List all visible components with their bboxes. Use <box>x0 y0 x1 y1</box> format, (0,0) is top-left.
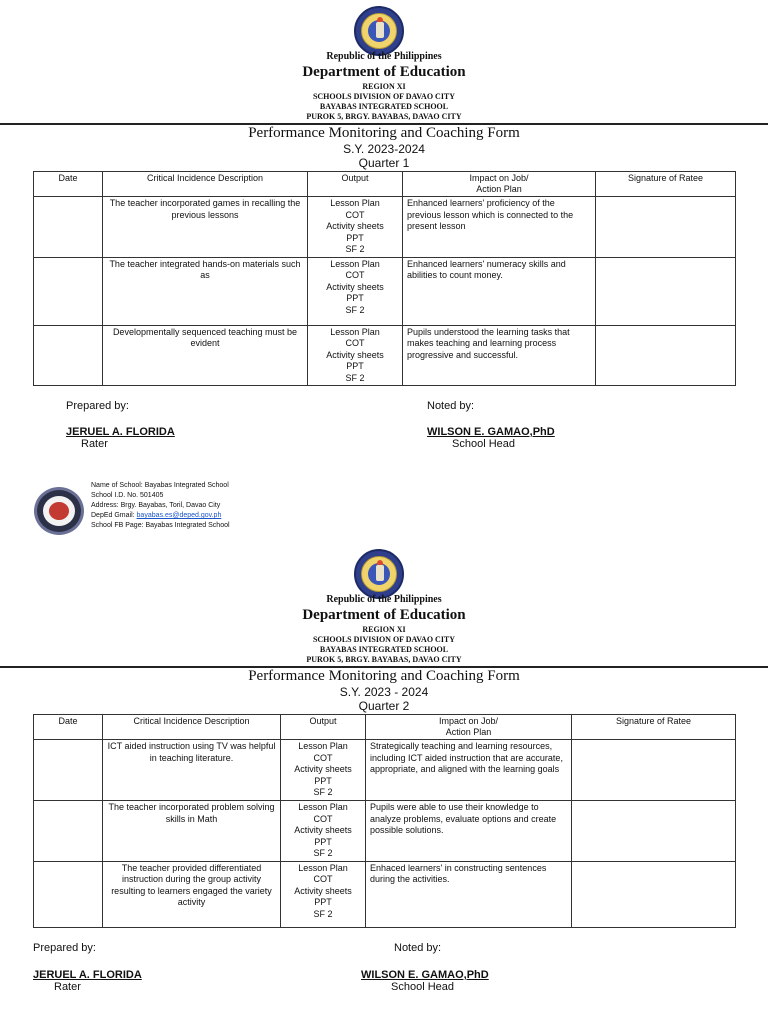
impact-cell: Enhaced learners' in constructing sentences during the activities. <box>366 861 572 927</box>
prepared-by-label: Prepared by: <box>66 400 129 412</box>
rater-name: JERUEL A. FLORIDA <box>33 969 142 981</box>
table-header-row <box>34 172 736 197</box>
prepared-by-label: Prepared by: <box>33 942 96 954</box>
address-heading: PUROK 5, BRGY. BAYABAS, DAVAO CITY <box>306 655 462 664</box>
school-year: S.Y. 2023-2024 <box>343 142 425 156</box>
description-cell: The teacher provided differentiated instruction during the group activity resulting to learners engaged the variety activity <box>103 861 281 927</box>
rater-role: Rater <box>54 981 81 993</box>
division-heading: SCHOOLS DIVISION OF DAVAO CITY <box>312 92 456 101</box>
footer-fb-page: School FB Page: Bayabas Integrated School <box>91 522 230 529</box>
impact-cell: Strategically teaching and learning resources, including ICT aided instruction that are accurate, appropriate, and aligned with the learning goals <box>366 740 572 801</box>
department-heading: Department of Education <box>302 64 466 80</box>
address-heading: PUROK 5, BRGY. BAYABAS, DAVAO CITY <box>306 112 462 121</box>
column-header-impact: Impact on Job/ Action Plan <box>403 172 596 197</box>
date-cell <box>34 325 103 386</box>
footer-gmail-line <box>91 511 230 521</box>
column-header-description: Critical Incidence Description <box>103 172 308 197</box>
school-head-role: School Head <box>391 981 454 993</box>
footer-gmail-link[interactable]: bayabas.es@deped.gov.ph <box>136 512 222 519</box>
footer-school-name: Name of School: Bayabas Integrated School <box>91 482 229 489</box>
output-cell: Lesson Plan COT Activity sheets PPT SF 2 <box>308 197 403 258</box>
signature-cell <box>572 740 736 801</box>
impact-cell: Enhanced learners' proficiency of the previous lesson which is connected to the present lesson <box>403 197 596 258</box>
impact-cell: Pupils were able to use their knowledge to analyze problems, evaluate options and create possible solutions. <box>366 801 572 862</box>
form-title: Performance Monitoring and Coaching Form <box>248 125 520 141</box>
date-cell <box>34 197 103 258</box>
footer-gmail-label: DepEd Gmail: <box>91 512 137 519</box>
output-cell: Lesson Plan COT Activity sheets PPT SF 2 <box>308 257 403 325</box>
table-row <box>34 801 736 862</box>
table-row <box>34 257 736 325</box>
region-heading: REGION XI <box>362 625 406 634</box>
school-heading: BAYABAS INTEGRATED SCHOOL <box>319 102 449 111</box>
rater-role: Rater <box>81 438 108 450</box>
signature-cell <box>572 861 736 927</box>
output-cell: Lesson Plan COT Activity sheets PPT SF 2 <box>281 801 366 862</box>
column-header-output: Output <box>281 715 366 740</box>
column-header-date: Date <box>34 715 103 740</box>
school-head-name: WILSON E. GAMAO,PhD <box>361 969 489 981</box>
table-row <box>34 197 736 258</box>
output-cell: Lesson Plan COT Activity sheets PPT SF 2 <box>308 325 403 386</box>
description-cell: Developmentally sequenced teaching must be evident <box>103 325 308 386</box>
description-cell: The teacher integrated hands-on materials such as <box>103 257 308 325</box>
coaching-table <box>33 171 736 386</box>
school-year: S.Y. 2023 - 2024 <box>339 685 429 699</box>
footer-address: Address: Brgy. Bayabas, Toril, Davao City <box>91 502 221 509</box>
output-cell: Lesson Plan COT Activity sheets PPT SF 2 <box>281 740 366 801</box>
coaching-table <box>33 714 736 928</box>
school-head-role: School Head <box>452 438 515 450</box>
column-header-signature: Signature of Ratee <box>596 172 736 197</box>
column-header-impact: Impact on Job/ Action Plan <box>366 715 572 740</box>
date-cell <box>34 257 103 325</box>
impact-cell: Pupils understood the learning tasks that makes teaching and learning process progressive and successful. <box>403 325 596 386</box>
column-header-signature: Signature of Ratee <box>572 715 736 740</box>
noted-by-label: Noted by: <box>394 942 442 954</box>
signature-cell <box>572 801 736 862</box>
table-row <box>34 740 736 801</box>
school-footer <box>91 481 230 531</box>
date-cell <box>34 801 103 862</box>
republic-heading: Republic of the Philippines <box>326 51 442 62</box>
footer-school-id: School I.D. No. 501405 <box>91 492 164 499</box>
description-cell: ICT aided instruction using TV was helpful in teaching literature. <box>103 740 281 801</box>
school-logo-icon <box>34 487 84 535</box>
description-cell: The teacher incorporated problem solving skills in Math <box>103 801 281 862</box>
column-header-output: Output <box>308 172 403 197</box>
description-cell: The teacher incorporated games in recalling the previous lessons <box>103 197 308 258</box>
quarter-label: Quarter 1 <box>358 156 410 170</box>
noted-by-label: Noted by: <box>427 400 475 412</box>
form-title: Performance Monitoring and Coaching Form <box>248 668 520 684</box>
deped-seal-icon <box>354 6 404 56</box>
deped-seal-icon <box>354 549 404 599</box>
signature-cell <box>596 257 736 325</box>
impact-cell: Enhanced learners' numeracy skills and abilities to count money. <box>403 257 596 325</box>
division-heading: SCHOOLS DIVISION OF DAVAO CITY <box>312 635 456 644</box>
table-header-row <box>34 715 736 740</box>
column-header-date: Date <box>34 172 103 197</box>
signature-cell <box>596 197 736 258</box>
signature-cell <box>596 325 736 386</box>
date-cell <box>34 740 103 801</box>
school-head-name: WILSON E. GAMAO,PhD <box>427 426 555 438</box>
table-row <box>34 325 736 386</box>
table-row <box>34 861 736 927</box>
rater-name: JERUEL A. FLORIDA <box>66 426 175 438</box>
output-cell: Lesson Plan COT Activity sheets PPT SF 2 <box>281 861 366 927</box>
region-heading: REGION XI <box>362 82 406 91</box>
school-heading: BAYABAS INTEGRATED SCHOOL <box>319 645 449 654</box>
republic-heading: Republic of the Philippines <box>326 594 442 605</box>
quarter-label: Quarter 2 <box>358 699 410 713</box>
date-cell <box>34 861 103 927</box>
department-heading: Department of Education <box>302 607 466 623</box>
column-header-description: Critical Incidence Description <box>103 715 281 740</box>
